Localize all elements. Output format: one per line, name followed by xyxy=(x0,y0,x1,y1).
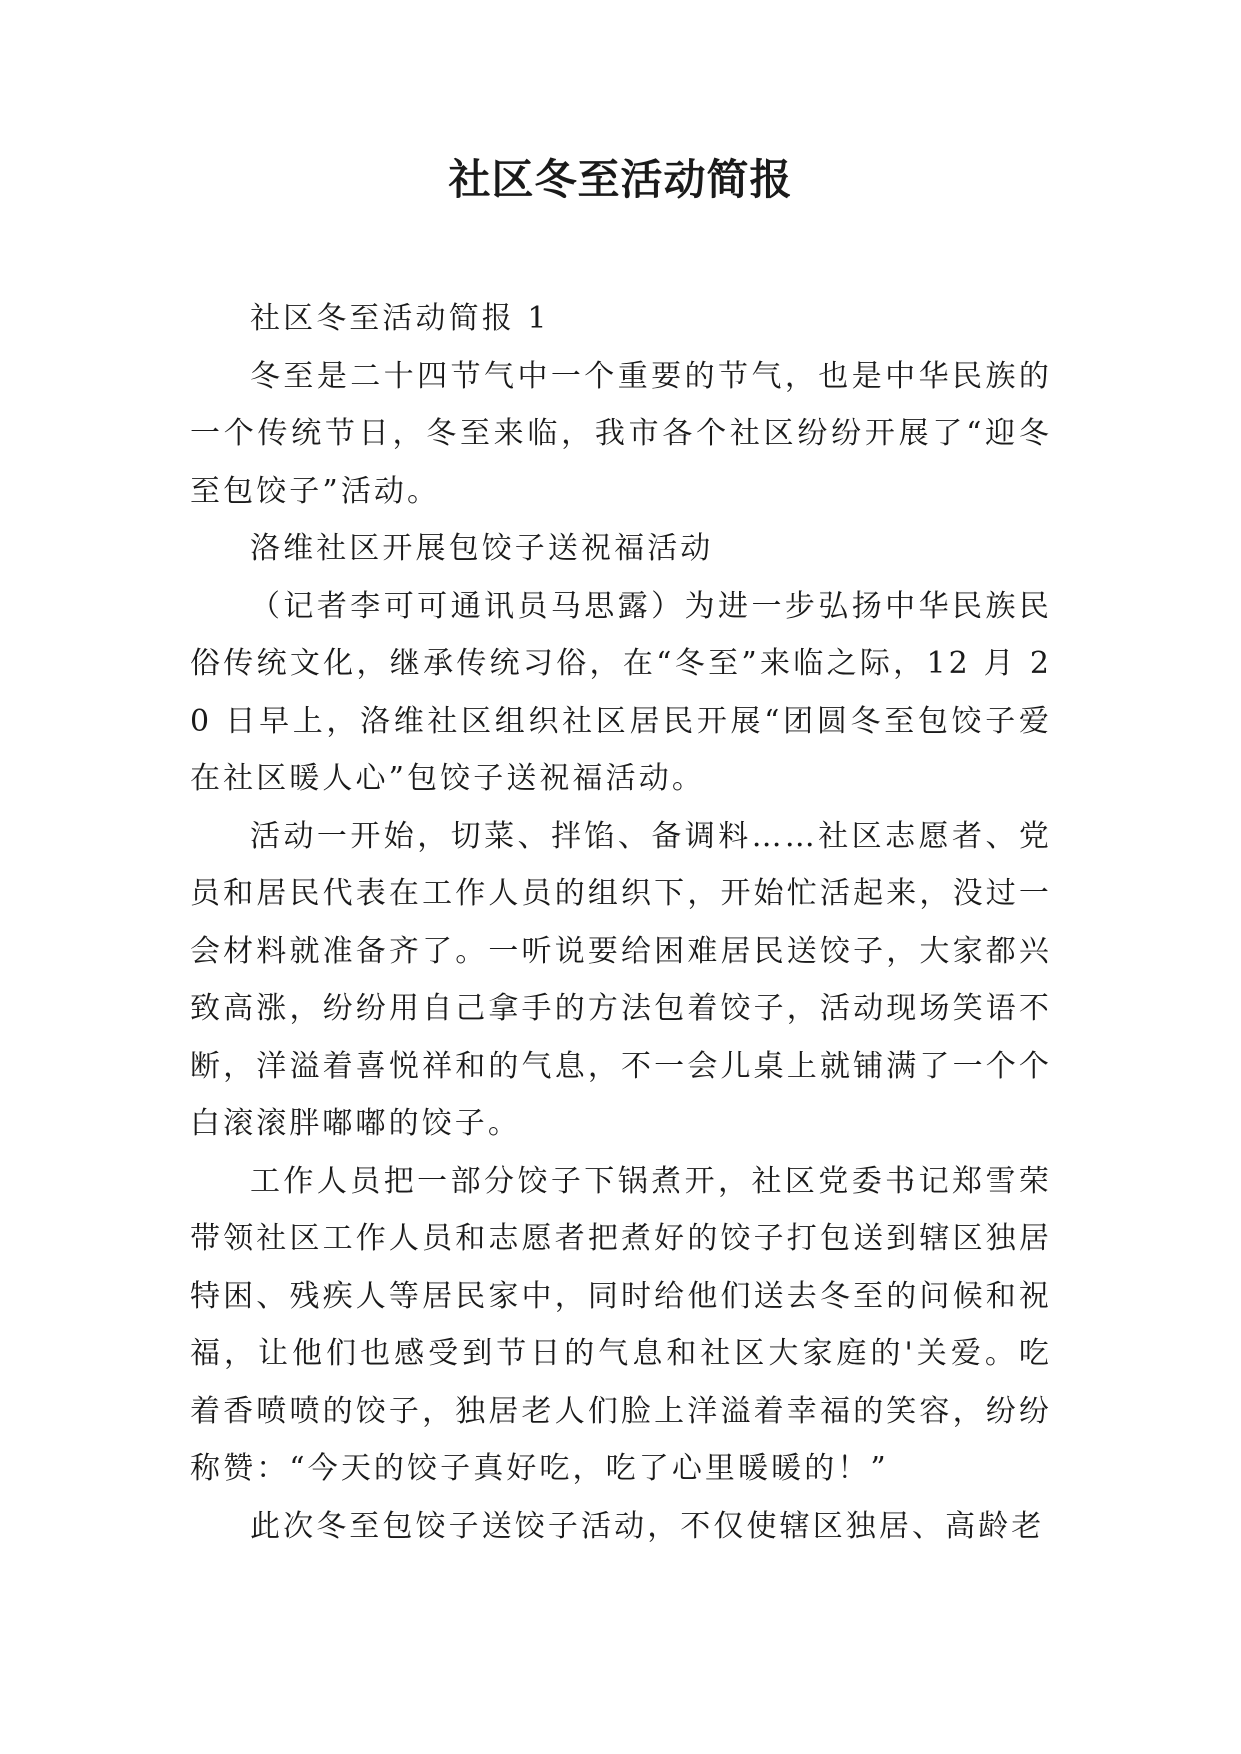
document-title: 社区冬至活动简报 xyxy=(448,155,793,204)
document-body xyxy=(190,290,1052,1555)
body-paragraph: 工作人员把一部分饺子下锅煮开，社区党委书记郑雪荣带领社区工作人员和志愿者把煮好的饺子打包送到辖区独居特困、残疾人等居民家中，同时给他们送去冬至的问候和祝福，让他们也感受到节日的气息和社区大家庭的'关爱。吃着香喷喷的饺子，独居老人们脸上洋溢着幸福的笑容，纷纷称赞：“今天的饺子真好吃，吃了心里暖暖的！” xyxy=(190,1163,1052,1486)
intro-paragraph: 冬至是二十四节气中一个重要的节气，也是中华民族的一个传统节日，冬至来临，我市各个社区纷纷开展了“迎冬至包饺子”活动。 xyxy=(190,358,1052,509)
body-paragraph: 此次冬至包饺子送饺子活动，不仅使辖区独居、高龄老 xyxy=(250,1508,1045,1544)
subtitle-paragraph: 社区冬至活动简报 1 xyxy=(250,301,550,336)
body-paragraph: 活动一开始，切菜、拌馅、备调料……社区志愿者、党员和居民代表在工作人员的组织下，开始忙活起来，没过一会材料就准备齐了。一听说要给困难居民送饺子，大家都兴致高涨，纷纷用自己拿手的方法包着饺子，活动现场笑语不断，洋溢着喜悦祥和的气息，不一会儿桌上就铺满了一个个白滚滚胖嘟嘟的饺子。 xyxy=(190,818,1052,1141)
section-heading: 洛维社区开展包饺子送祝福活动 xyxy=(250,531,714,566)
body-paragraph: （记者李可可通讯员马思露）为进一步弘扬中华民族民俗传统文化，继承传统习俗，在“冬至”来临之际，12 月 20 日早上，洛维社区组织社区居民开展“团圆冬至包饺子爱在社区暖人心”包饺子送祝福活动。 xyxy=(190,588,1052,796)
